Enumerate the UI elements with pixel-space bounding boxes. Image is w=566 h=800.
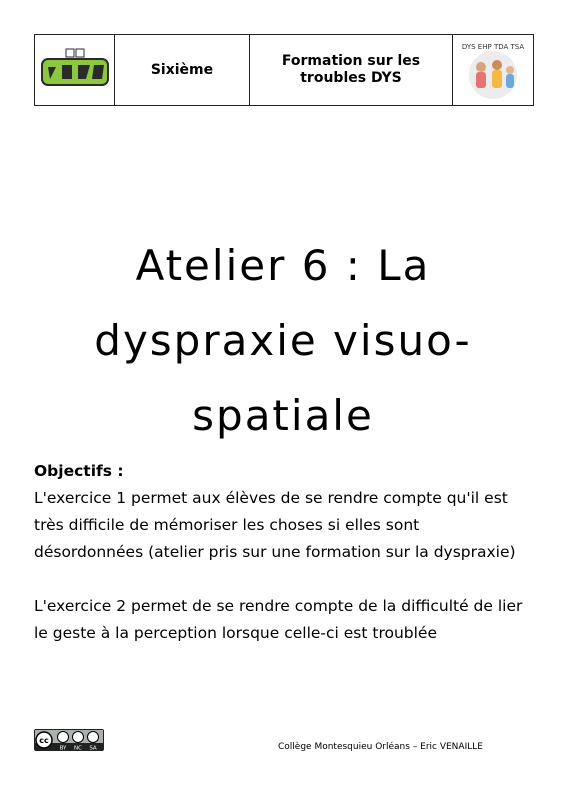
cc-license-badge	[34, 729, 104, 751]
footer-credit: Collège Montesquieu Orléans – Eric VENAILLE	[278, 742, 483, 752]
by-icon	[58, 732, 69, 743]
school-logo	[35, 35, 115, 105]
objectives-heading: Objectifs :	[34, 462, 124, 480]
paragraph-line: L'exercice 1 permet aux élèves de se rendre compte qu'il est	[34, 489, 508, 507]
dys-logo-graphic	[457, 37, 529, 103]
paragraph-line: L'exercice 2 permet de se rendre compte de la difficulté de lier	[34, 597, 523, 615]
page-title	[0, 228, 566, 453]
title-line: Atelier 6 : La	[135, 241, 431, 290]
dys-logo-text: DYS EHP TDA TSA	[461, 43, 525, 51]
paragraph-line: très difficile de mémoriser les choses si elles sont	[34, 516, 420, 534]
paragraph-spacer	[34, 566, 544, 593]
nc-icon	[73, 732, 84, 743]
school-logo-graphic	[40, 45, 110, 95]
topic-cell: Formation sur les troubles DYS	[250, 35, 453, 105]
level-cell: Sixième	[115, 35, 250, 105]
title-line: spatiale	[192, 391, 374, 440]
header-table	[34, 34, 534, 106]
license-label: BY	[59, 745, 67, 751]
sa-icon	[88, 732, 99, 743]
paragraph-line: le geste à la perception lorsque celle-ci est troublée	[34, 624, 438, 642]
license-label: NC	[74, 745, 82, 751]
paragraph-line: désordonnées (atelier pris sur une formation sur la dyspraxie)	[34, 543, 516, 561]
license-label: SA	[89, 745, 97, 751]
objectives-section	[34, 458, 544, 647]
title-line: dyspraxie visuo-	[94, 316, 472, 365]
dys-logo	[453, 35, 533, 105]
svg-text:cc: cc	[39, 736, 49, 745]
